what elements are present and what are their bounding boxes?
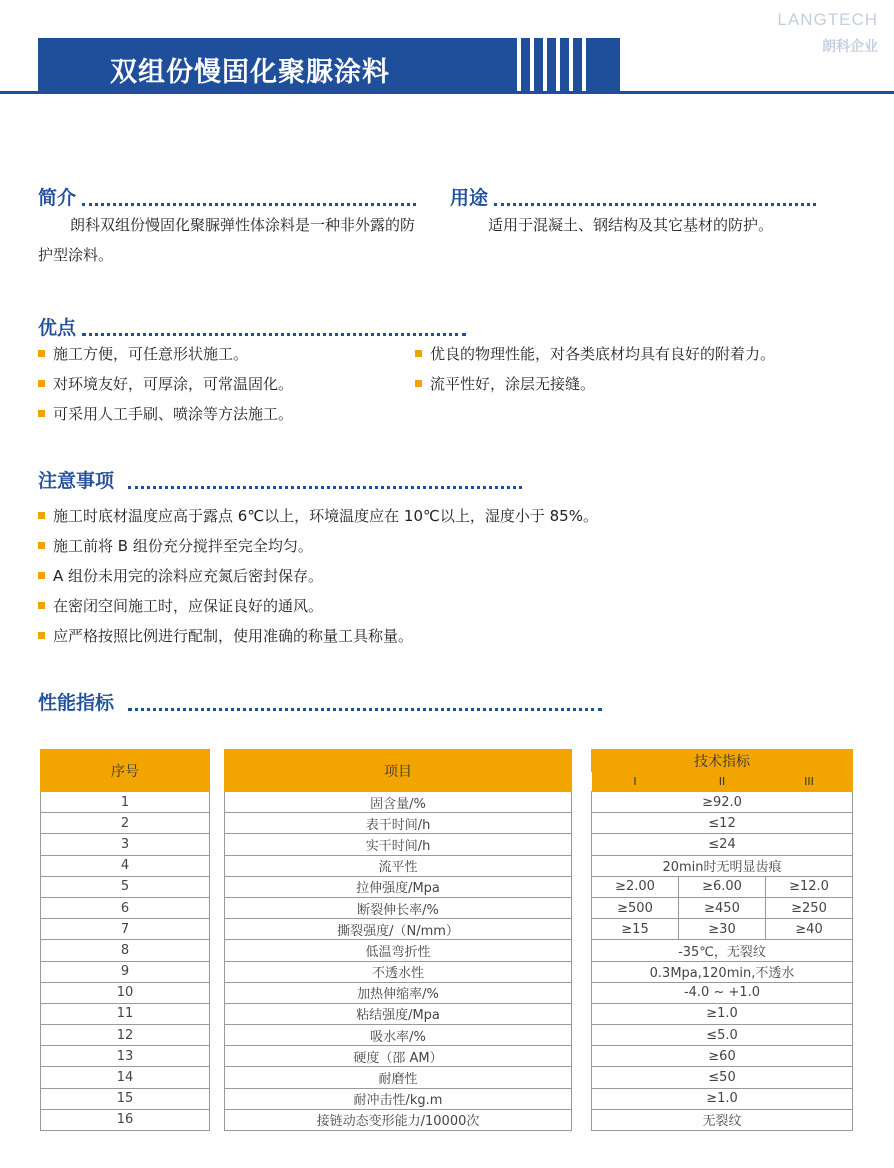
table-row bbox=[592, 1088, 853, 1109]
table-row bbox=[592, 982, 853, 1003]
row-value: ≤50 bbox=[592, 1067, 853, 1088]
table-row bbox=[592, 897, 853, 918]
row-value: ≥30 bbox=[679, 919, 766, 940]
intro-text: 朗科双组份慢固化聚脲弹性体涂料是一种非外露的防护型涂料。 bbox=[38, 216, 416, 264]
header-grade: II bbox=[679, 772, 766, 792]
row-item: 固含量/% bbox=[225, 792, 572, 813]
list-item: 对环境友好，可厚涂，可常温固化。 bbox=[38, 368, 293, 398]
row-no: 2 bbox=[41, 813, 210, 834]
list-item: 可采用人工手刷、喷涂等方法施工。 bbox=[38, 398, 293, 428]
row-value: ≥60 bbox=[592, 1046, 853, 1067]
header-spec: 技术指标 bbox=[592, 750, 853, 772]
row-item: 加热伸缩率/% bbox=[225, 982, 572, 1003]
row-no: 16 bbox=[41, 1109, 210, 1130]
table-row bbox=[592, 940, 853, 961]
specs-table-item bbox=[224, 749, 572, 1131]
table-row bbox=[41, 897, 210, 918]
row-value: ≥250 bbox=[766, 897, 853, 918]
row-item: 吸水率/% bbox=[225, 1025, 572, 1046]
header-grade: III bbox=[766, 772, 853, 792]
row-item: 实干时间/h bbox=[225, 834, 572, 855]
list-item: 应严格按照比例进行配制，使用准确的称量工具称量。 bbox=[38, 620, 598, 650]
table-row bbox=[225, 876, 572, 897]
specs-table-values bbox=[591, 749, 853, 1131]
row-item: 耐冲击性/kg.m bbox=[225, 1088, 572, 1109]
table-row bbox=[225, 961, 572, 982]
header-grade: I bbox=[592, 772, 679, 792]
table-row bbox=[41, 1046, 210, 1067]
table-row bbox=[225, 1046, 572, 1067]
table-row bbox=[41, 1109, 210, 1130]
row-value: ≤12 bbox=[592, 813, 853, 834]
table-row bbox=[41, 940, 210, 961]
row-value: ≥500 bbox=[592, 897, 679, 918]
table-row bbox=[225, 1067, 572, 1088]
row-item: 撕裂强度/（N/mm） bbox=[225, 919, 572, 940]
row-value: ≥2.00 bbox=[592, 876, 679, 897]
table-row bbox=[592, 855, 853, 876]
row-item: 流平性 bbox=[225, 855, 572, 876]
intro-heading: 简介 bbox=[38, 183, 416, 210]
table-row bbox=[225, 813, 572, 834]
table-row bbox=[41, 834, 210, 855]
row-item: 粘结强度/Mpa bbox=[225, 1003, 572, 1024]
row-value: ≤5.0 bbox=[592, 1025, 853, 1046]
brand-logo-cn: 朗科企业 bbox=[822, 39, 878, 55]
row-value: ≥15 bbox=[592, 919, 679, 940]
row-no: 9 bbox=[41, 961, 210, 982]
row-value: 无裂纹 bbox=[592, 1109, 853, 1130]
brand-logo-en: LANGTECH bbox=[777, 10, 878, 29]
table-row bbox=[41, 1088, 210, 1109]
row-no: 1 bbox=[41, 792, 210, 813]
specs-heading: 性能指标 bbox=[38, 688, 602, 715]
row-item: 接链动态变形能力/10000次 bbox=[225, 1109, 572, 1130]
table-row bbox=[225, 1109, 572, 1130]
table-row bbox=[592, 876, 853, 897]
row-value: ≥92.0 bbox=[592, 792, 853, 813]
row-value: ≥450 bbox=[679, 897, 766, 918]
row-no: 14 bbox=[41, 1067, 210, 1088]
row-item: 不透水性 bbox=[225, 961, 572, 982]
notes-heading: 注意事项 bbox=[38, 466, 522, 493]
usage-heading: 用途 bbox=[450, 183, 816, 210]
advantages-heading: 优点 bbox=[38, 313, 466, 340]
row-item: 耐磨性 bbox=[225, 1067, 572, 1088]
row-item: 拉伸强度/Mpa bbox=[225, 876, 572, 897]
list-item: 施工方便，可任意形状施工。 bbox=[38, 338, 293, 368]
table-row bbox=[225, 897, 572, 918]
table-row bbox=[41, 1025, 210, 1046]
table-row bbox=[592, 834, 853, 855]
list-item: 优良的物理性能，对各类底材均具有良好的附着力。 bbox=[415, 338, 775, 368]
table-row bbox=[225, 1025, 572, 1046]
list-item: A 组份未用完的涂料应充氮后密封保存。 bbox=[38, 560, 598, 590]
advantages-right-list bbox=[415, 338, 775, 398]
row-value: ≥1.0 bbox=[592, 1088, 853, 1109]
row-value: ≥6.00 bbox=[679, 876, 766, 897]
row-value: -4.0 ~ +1.0 bbox=[592, 982, 853, 1003]
table-row bbox=[592, 1067, 853, 1088]
row-no: 13 bbox=[41, 1046, 210, 1067]
table-row bbox=[41, 982, 210, 1003]
row-no: 11 bbox=[41, 1003, 210, 1024]
table-row bbox=[41, 813, 210, 834]
table-row bbox=[592, 813, 853, 834]
notes-list bbox=[38, 500, 598, 650]
specs-table-no bbox=[40, 749, 210, 1131]
row-value: 0.3Mpa,120min,不透水 bbox=[592, 961, 853, 982]
list-item: 施工时底材温度应高于露点 6℃以上，环境温度应在 10℃以上，湿度小于 85%。 bbox=[38, 500, 598, 530]
row-no: 10 bbox=[41, 982, 210, 1003]
banner-stripes bbox=[508, 38, 620, 93]
table-row bbox=[225, 919, 572, 940]
row-no: 12 bbox=[41, 1025, 210, 1046]
row-value: 20min时无明显齿痕 bbox=[592, 855, 853, 876]
row-no: 4 bbox=[41, 855, 210, 876]
header-item: 项目 bbox=[225, 750, 572, 792]
row-no: 7 bbox=[41, 919, 210, 940]
table-row bbox=[225, 1003, 572, 1024]
table-row bbox=[41, 855, 210, 876]
row-item: 硬度（邵 AM） bbox=[225, 1046, 572, 1067]
table-row bbox=[592, 1046, 853, 1067]
row-item: 断裂伸长率/% bbox=[225, 897, 572, 918]
table-row bbox=[41, 792, 210, 813]
row-no: 6 bbox=[41, 897, 210, 918]
row-no: 3 bbox=[41, 834, 210, 855]
table-row bbox=[225, 1088, 572, 1109]
table-row bbox=[41, 961, 210, 982]
advantages-left-list bbox=[38, 338, 293, 428]
table-row bbox=[225, 982, 572, 1003]
row-value: -35℃，无裂纹 bbox=[592, 940, 853, 961]
list-item: 在密闭空间施工时，应保证良好的通风。 bbox=[38, 590, 598, 620]
list-item: 施工前将 B 组份充分搅拌至完全均匀。 bbox=[38, 530, 598, 560]
table-row bbox=[592, 1025, 853, 1046]
row-value: ≥40 bbox=[766, 919, 853, 940]
row-no: 5 bbox=[41, 876, 210, 897]
table-row bbox=[225, 834, 572, 855]
row-no: 8 bbox=[41, 940, 210, 961]
row-no: 15 bbox=[41, 1088, 210, 1109]
row-value: ≤24 bbox=[592, 834, 853, 855]
row-value: ≥1.0 bbox=[592, 1003, 853, 1024]
table-row bbox=[592, 1109, 853, 1130]
header-rule bbox=[0, 91, 894, 94]
table-row bbox=[592, 919, 853, 940]
page-title: 双组份慢固化聚脲涂料 bbox=[110, 57, 390, 88]
table-row bbox=[592, 961, 853, 982]
row-item: 低温弯折性 bbox=[225, 940, 572, 961]
table-row bbox=[225, 792, 572, 813]
table-row bbox=[592, 792, 853, 813]
table-row bbox=[225, 855, 572, 876]
table-row bbox=[41, 1067, 210, 1088]
table-row bbox=[225, 940, 572, 961]
row-item: 表干时间/h bbox=[225, 813, 572, 834]
header-no: 序号 bbox=[41, 750, 210, 792]
table-row bbox=[41, 919, 210, 940]
table-row bbox=[592, 1003, 853, 1024]
list-item: 流平性好，涂层无接缝。 bbox=[415, 368, 775, 398]
row-value: ≥12.0 bbox=[766, 876, 853, 897]
table-row bbox=[41, 876, 210, 897]
usage-text: 适用于混凝土、钢结构及其它基材的防护。 bbox=[488, 216, 774, 234]
table-row bbox=[41, 1003, 210, 1024]
